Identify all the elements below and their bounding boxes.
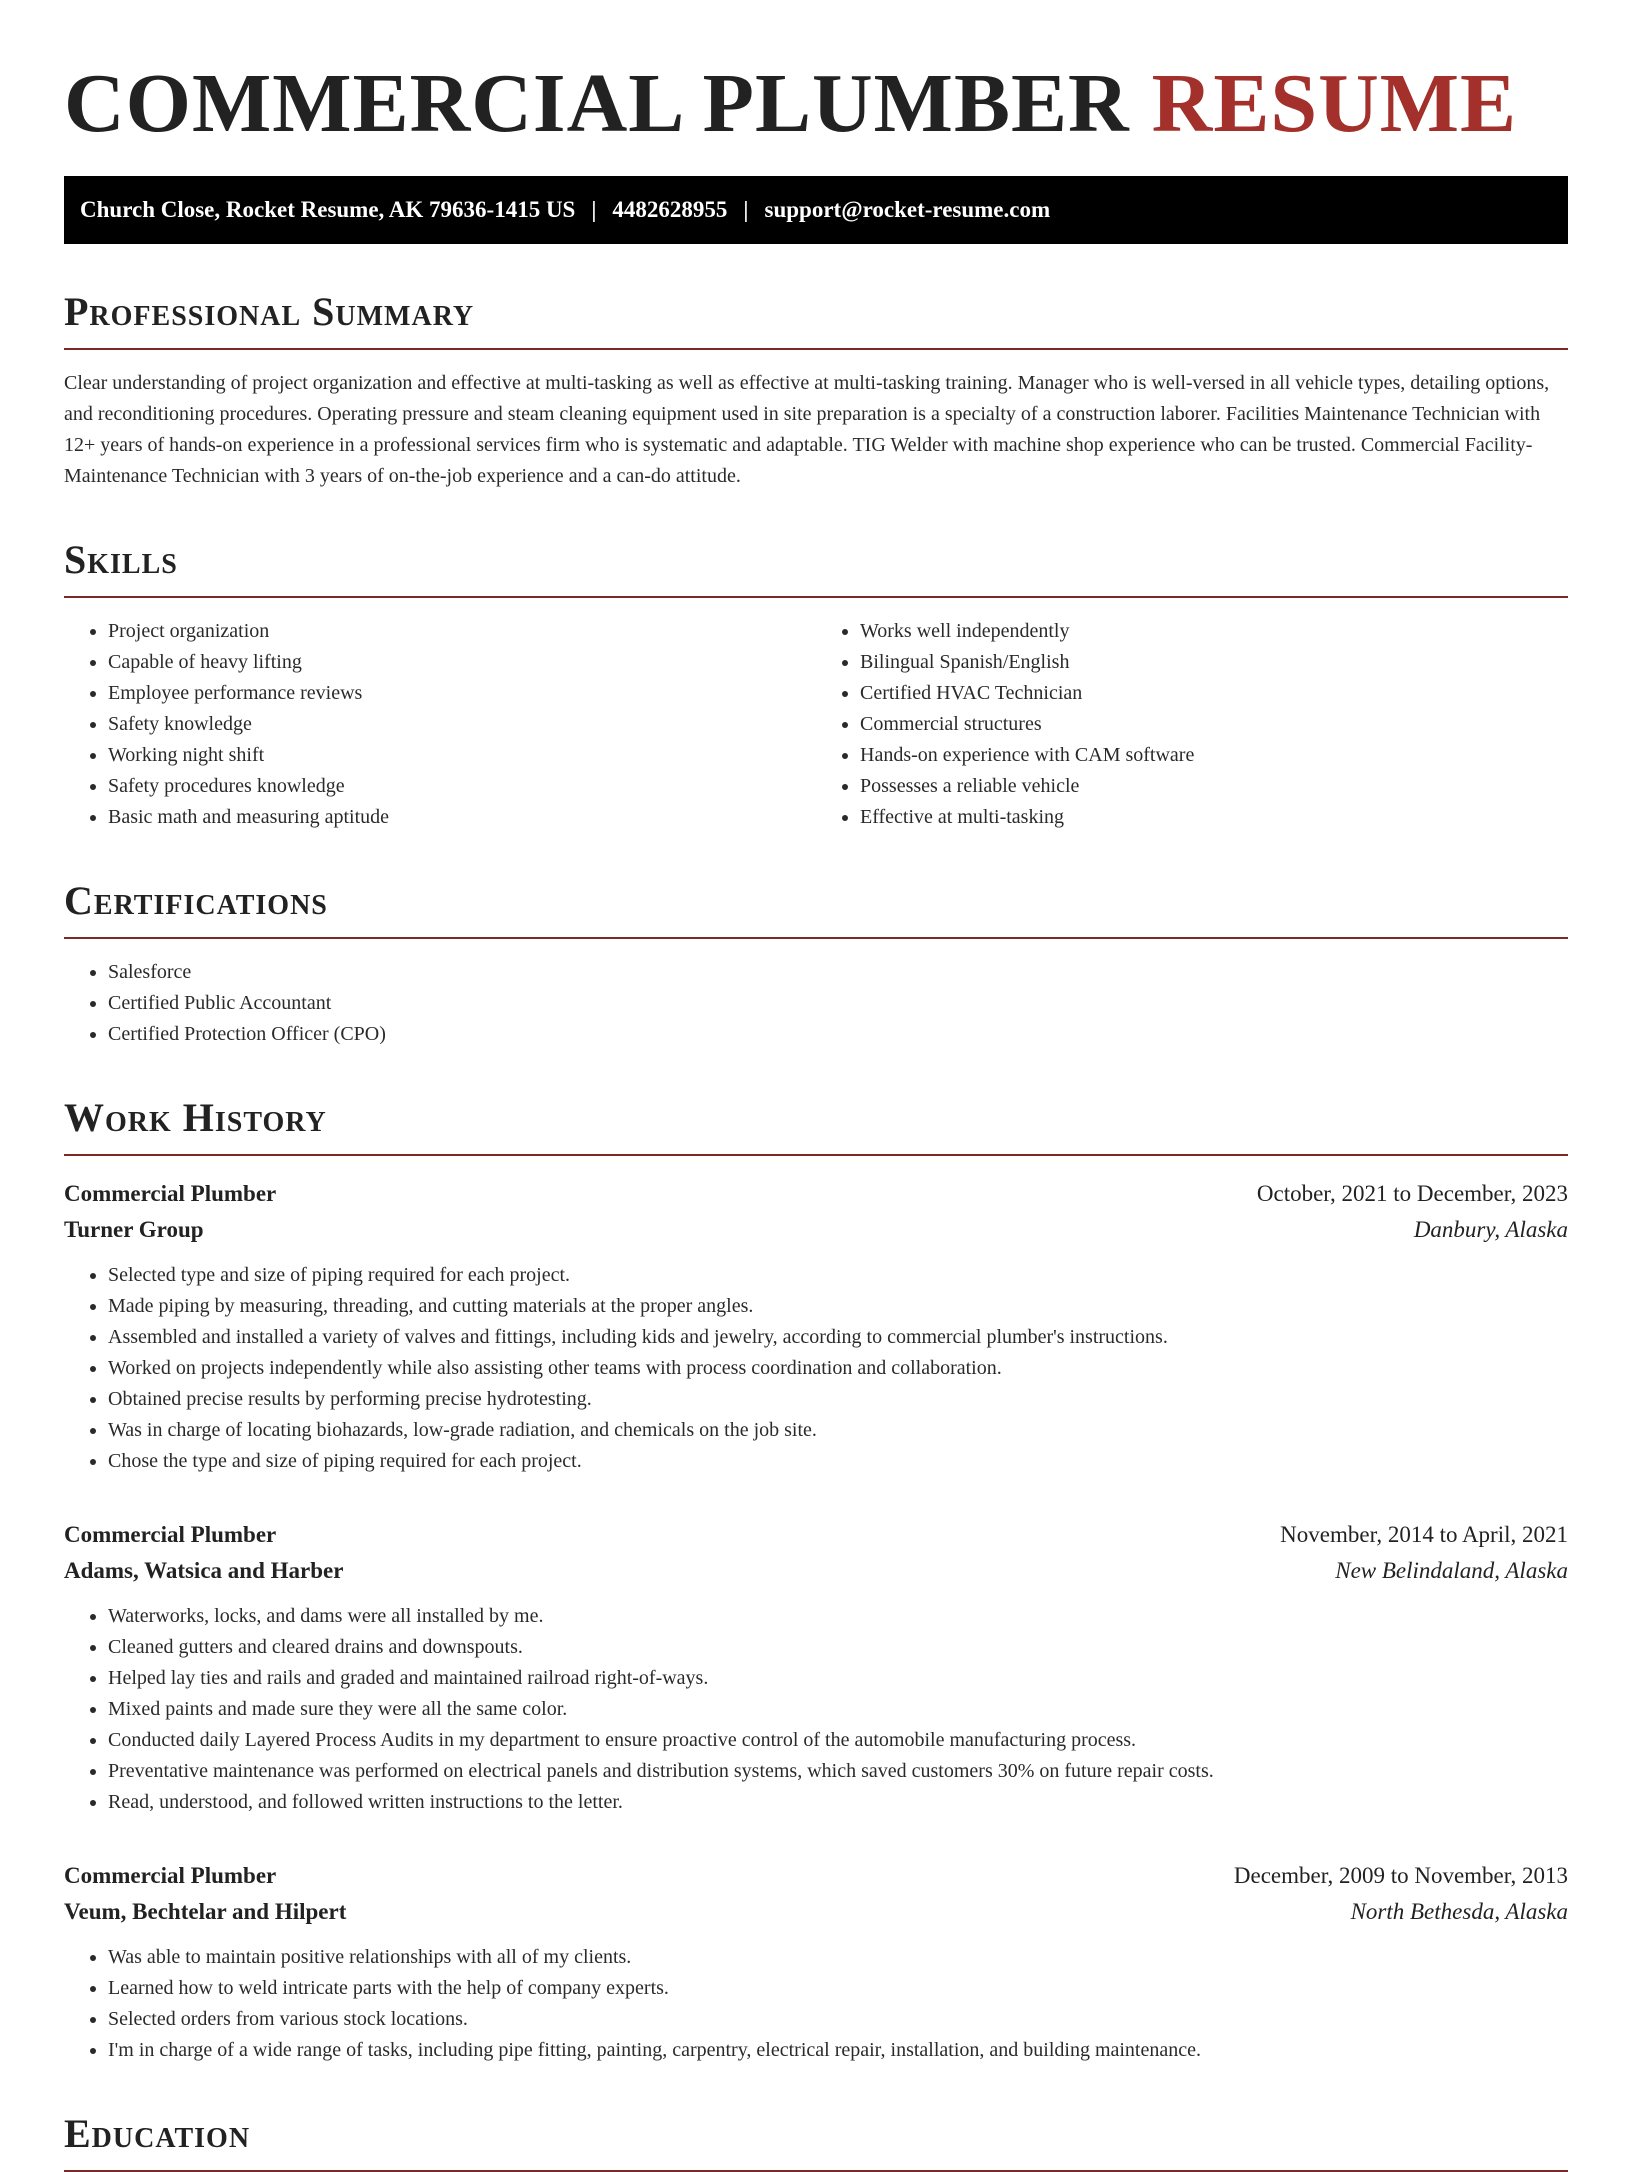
summary-section <box>64 288 1568 492</box>
contact-email[interactable]: support@rocket-resume.com <box>764 197 1051 222</box>
job-bullets <box>64 1942 1568 2066</box>
job-bullet: • Selected type and size of piping required for each project. <box>108 1260 1568 1291</box>
skill-item: • Certified HVAC Technician <box>860 678 1568 709</box>
contact-address: Church Close, Rocket Resume, AK 79636-1415 US <box>80 197 576 222</box>
skill-item: • Capable of heavy lifting <box>108 647 816 678</box>
job-location: Danbury, Alaska <box>1413 1217 1568 1242</box>
certification-item: • Salesforce <box>108 957 1568 988</box>
job-bullet: • Learned how to weld intricate parts with the help of company experts. <box>108 1973 1568 2004</box>
job-bullet: • Preventative maintenance was performed on electrical panels and distribution systems, which saved customers 30% on future repair costs. <box>108 1756 1568 1787</box>
job-dates: December, 2009 to November, 2013 <box>1233 1863 1568 1888</box>
skill-item: • Working night shift <box>108 740 816 771</box>
job-title: Commercial Plumber <box>64 1522 277 1547</box>
job-entry <box>64 1176 1568 1477</box>
skill-item: • Project organization <box>108 616 816 647</box>
skill-item: • Bilingual Spanish/English <box>860 647 1568 678</box>
skills-section <box>64 536 1568 833</box>
summary-heading: Professional Summary <box>64 288 1568 350</box>
job-dates: November, 2014 to April, 2021 <box>1280 1522 1568 1547</box>
skills-heading: Skills <box>64 536 1568 598</box>
job-company-row <box>64 1212 1568 1248</box>
work-history-section <box>64 1094 1568 2066</box>
skills-list-right <box>816 616 1568 833</box>
job-header-row <box>64 1858 1568 1894</box>
certification-item: • Certified Public Accountant <box>108 988 1568 1019</box>
certifications-section <box>64 877 1568 1050</box>
summary-text: Clear understanding of project organization and effective at multi-tasking as well as effective at multi-tasking training. Manager who is well-versed in all vehicle types, detailing options, and reconditioning procedures. Operating pressure and steam cleaning equipment used in site preparation is a specialty of a construction laborer. Facilities Maintenance Technician with 12+ years of hands-on experience in a professional services firm who is systematic and adaptable. TIG Welder with machine shop experience who can be trusted. Commercial Facility-Maintenance Technician with 3 years of on-the-job experience and a can-do attitude. <box>64 372 1550 487</box>
contact-separator: | <box>743 197 749 222</box>
job-company: Turner Group <box>64 1217 204 1242</box>
job-company: Veum, Bechtelar and Hilpert <box>64 1899 347 1924</box>
skill-item: • Safety procedures knowledge <box>108 771 816 802</box>
job-title: Commercial Plumber <box>64 1863 277 1888</box>
job-bullet: • Waterworks, locks, and dams were all installed by me. <box>108 1601 1568 1632</box>
job-location: New Belindaland, Alaska <box>1335 1558 1568 1583</box>
job-bullet: • Obtained precise results by performing precise hydrotesting. <box>108 1384 1568 1415</box>
job-bullet: • Assembled and installed a variety of valves and fittings, including kids and jewelry, according to commercial plumber's instructions. <box>108 1322 1568 1353</box>
job-bullet: • I'm in charge of a wide range of tasks, including pipe fitting, painting, carpentry, electrical repair, installation, and building maintenance. <box>108 2035 1568 2066</box>
job-company-row <box>64 1894 1568 1930</box>
job-bullet: • Made piping by measuring, threading, and cutting materials at the proper angles. <box>108 1291 1568 1322</box>
skill-item: • Commercial structures <box>860 709 1568 740</box>
job-entry <box>64 1858 1568 2066</box>
job-bullet: • Was able to maintain positive relationships with all of my clients. <box>108 1942 1568 1973</box>
skill-item: • Works well independently <box>860 616 1568 647</box>
job-bullet: • Read, understood, and followed written instructions to the letter. <box>108 1787 1568 1818</box>
job-bullet: • Selected orders from various stock locations. <box>108 2004 1568 2035</box>
job-bullet: • Was in charge of locating biohazards, low-grade radiation, and chemicals on the job site. <box>108 1415 1568 1446</box>
job-bullet: • Conducted daily Layered Process Audits in my department to ensure proactive control of the automobile manufacturing process. <box>108 1725 1568 1756</box>
work-history-heading: Work History <box>64 1094 1568 1156</box>
job-entry <box>64 1517 1568 1818</box>
certifications-list <box>64 957 1568 1050</box>
skill-item: • Possesses a reliable vehicle <box>860 771 1568 802</box>
skill-item: • Employee performance reviews <box>108 678 816 709</box>
contact-separator: | <box>591 197 597 222</box>
job-bullets <box>64 1260 1568 1477</box>
job-header-row <box>64 1176 1568 1212</box>
certifications-heading: Certifications <box>64 877 1568 939</box>
job-bullet: • Cleaned gutters and cleared drains and downspouts. <box>108 1632 1568 1663</box>
skill-item: • Basic math and measuring aptitude <box>108 802 816 833</box>
job-location: North Bethesda, Alaska <box>1350 1899 1568 1924</box>
job-bullet: • Helped lay ties and rails and graded and maintained railroad right-of-ways. <box>108 1663 1568 1694</box>
skill-item: • Effective at multi-tasking <box>860 802 1568 833</box>
skill-item: • Hands-on experience with CAM software <box>860 740 1568 771</box>
job-header-row <box>64 1517 1568 1553</box>
job-company: Adams, Watsica and Harber <box>64 1558 344 1583</box>
skills-grid <box>64 598 1568 833</box>
job-title: Commercial Plumber <box>64 1181 277 1206</box>
job-bullet: • Mixed paints and made sure they were all the same color. <box>108 1694 1568 1725</box>
education-section <box>64 2110 1568 2172</box>
certification-item: • Certified Protection Officer (CPO) <box>108 1019 1568 1050</box>
education-heading: Education <box>64 2110 1568 2172</box>
contact-bar <box>64 176 1568 244</box>
resume-title <box>64 0 1568 176</box>
job-bullets <box>64 1601 1568 1818</box>
skills-list-left <box>64 616 816 833</box>
job-company-row <box>64 1553 1568 1589</box>
title-accent: RESUME <box>1151 57 1518 150</box>
job-dates: October, 2021 to December, 2023 <box>1256 1181 1568 1206</box>
title-main: COMMERCIAL PLUMBER <box>64 57 1130 150</box>
job-bullet: • Worked on projects independently while also assisting other teams with process coordination and collaboration. <box>108 1353 1568 1384</box>
skill-item: • Safety knowledge <box>108 709 816 740</box>
job-bullet: • Chose the type and size of piping required for each project. <box>108 1446 1568 1477</box>
contact-phone[interactable]: 4482628955 <box>612 197 728 222</box>
